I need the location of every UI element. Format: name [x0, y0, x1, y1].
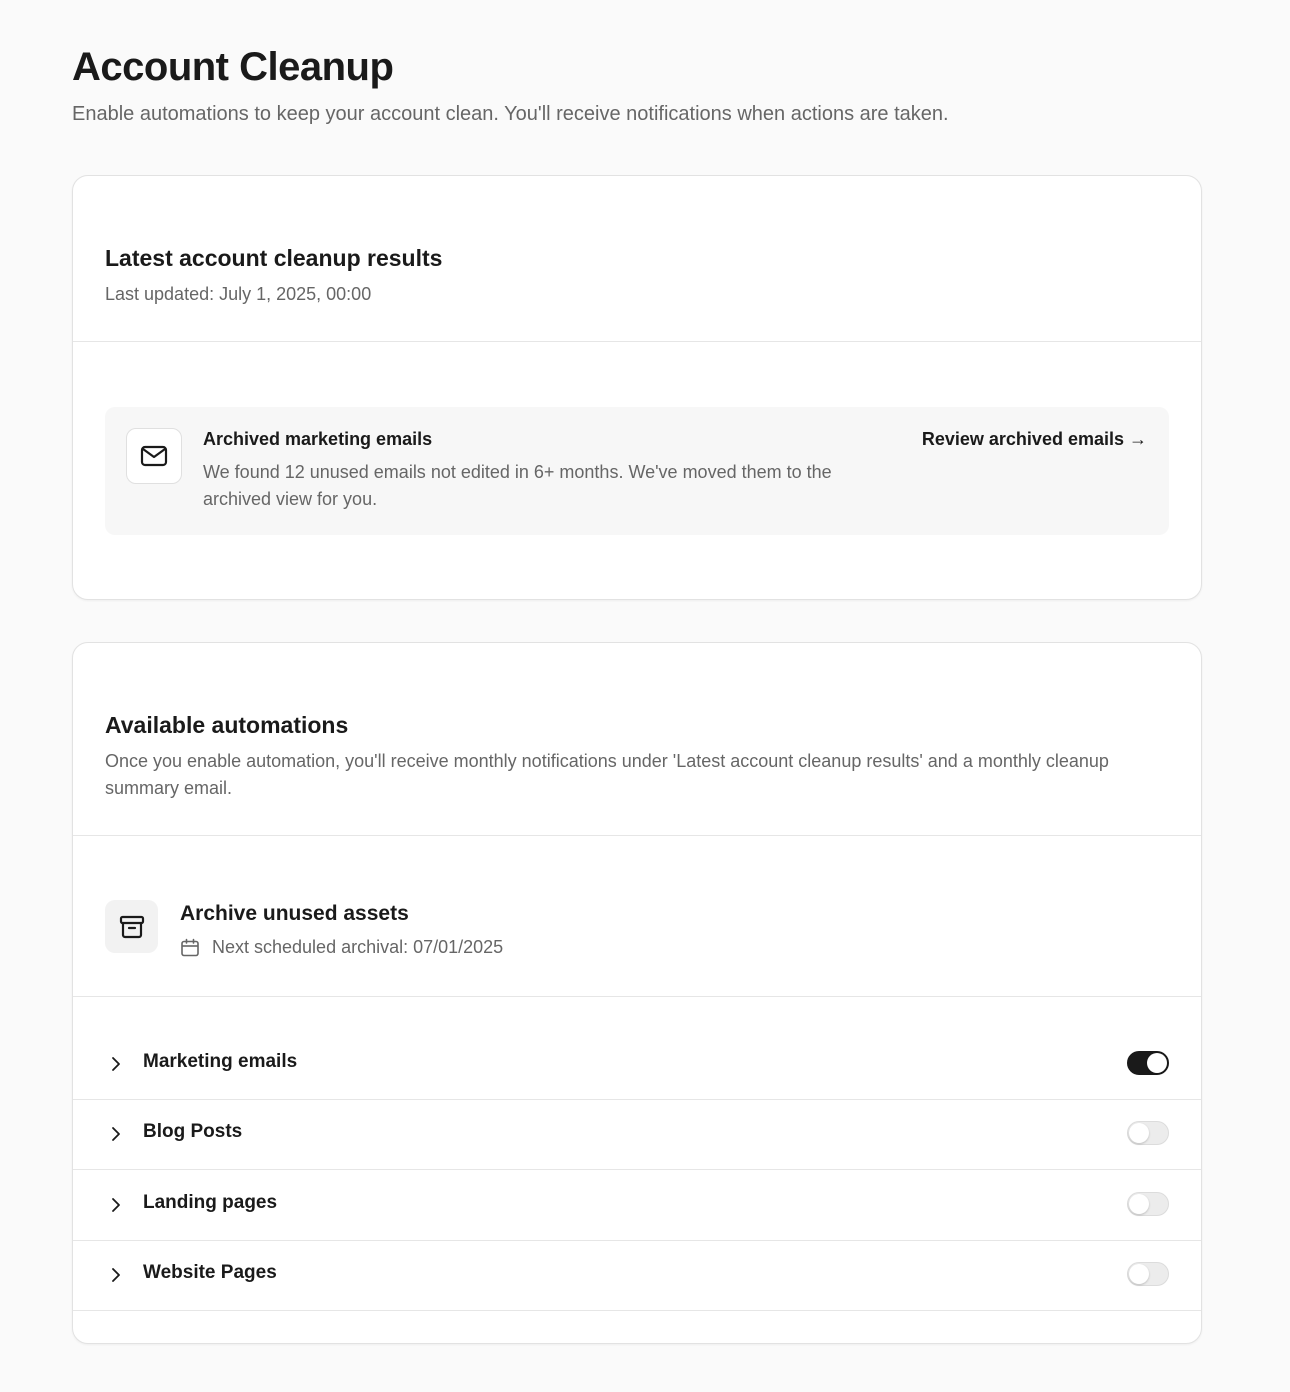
schedule-text: Next scheduled archival: 07/01/2025	[212, 937, 504, 957]
row-label: Marketing emails	[143, 1051, 298, 1072]
archive-unused-assets	[105, 900, 1165, 956]
results-header	[105, 243, 1169, 308]
toggle-knob	[1129, 1123, 1149, 1143]
divider	[73, 341, 1201, 342]
landing-pages-toggle[interactable]	[1127, 1192, 1169, 1216]
archive-box-icon	[105, 900, 158, 953]
results-title: Latest account cleanup results	[105, 245, 443, 271]
row-label: Website Pages	[143, 1262, 277, 1283]
chevron-right-icon[interactable]	[107, 1265, 125, 1285]
blog-posts-toggle[interactable]	[1127, 1121, 1169, 1145]
page	[0, 0, 1290, 128]
mail-icon	[126, 428, 182, 484]
archive-title: Archive unused assets	[180, 902, 409, 925]
automation-row-marketing-emails[interactable]	[73, 1029, 1201, 1100]
cleanup-results-card	[72, 175, 1202, 600]
chevron-right-icon[interactable]	[107, 1124, 125, 1144]
notice-text: We found 12 unused emails not edited in 6+ months. We've moved them to the archived view for you.	[203, 462, 832, 509]
automation-row-blog-posts[interactable]	[73, 1099, 1201, 1170]
page-title: Account Cleanup	[72, 45, 394, 89]
notice-title: Archived marketing emails	[203, 429, 433, 449]
toggle-knob	[1129, 1264, 1149, 1284]
schedule-info	[180, 937, 503, 958]
automations-title: Available automations	[105, 712, 349, 738]
website-pages-toggle[interactable]	[1127, 1262, 1169, 1286]
archived-emails-notice	[105, 407, 1169, 535]
row-label: Landing pages	[143, 1192, 278, 1213]
automation-row-website-pages[interactable]	[73, 1240, 1201, 1311]
automations-card	[72, 642, 1202, 1344]
toggle-knob	[1129, 1194, 1149, 1214]
page-subtitle: Enable automations to keep your account clean. You'll receive notifications when actions are taken.	[72, 103, 949, 125]
marketing-emails-toggle[interactable]	[1127, 1051, 1169, 1075]
automations-header	[105, 710, 1169, 802]
divider	[73, 996, 1201, 997]
toggle-knob	[1147, 1053, 1167, 1073]
review-archived-emails-link[interactable]: Review archived emails →	[921, 429, 1147, 449]
calendar-icon	[180, 938, 200, 958]
divider	[73, 835, 1201, 836]
chevron-right-icon[interactable]	[107, 1054, 125, 1074]
last-updated-text: Last updated: July 1, 2025, 00:00	[105, 284, 372, 304]
chevron-right-icon[interactable]	[107, 1195, 125, 1215]
row-label: Blog Posts	[143, 1121, 243, 1142]
automations-description: Once you enable automation, you'll receive monthly notifications under 'Latest account cleanup results' and a monthly cleanup summary email.	[105, 751, 1109, 798]
automation-row-landing-pages[interactable]	[73, 1170, 1201, 1241]
